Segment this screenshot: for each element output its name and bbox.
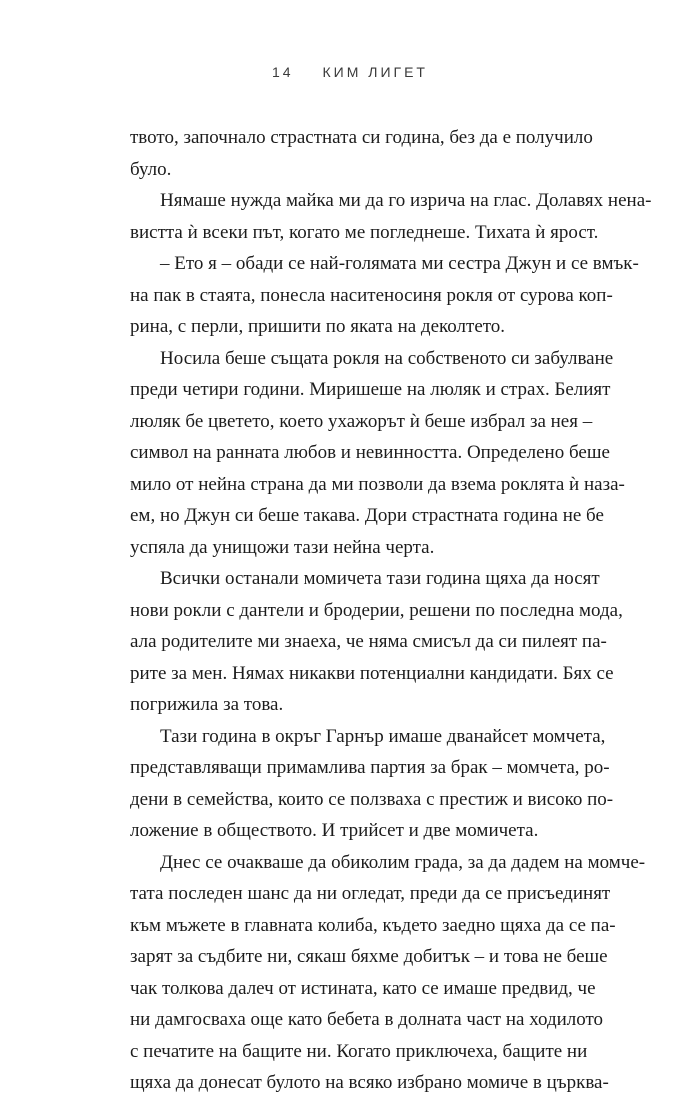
text-line: рина, с перли, пришити по яката на деколтето. [130, 316, 506, 337]
author-name: КИМ ЛИГЕТ [322, 64, 428, 80]
running-head [0, 64, 700, 80]
body-text [130, 122, 652, 1099]
text-line: Нямаше нужда майка ми да го изрича на глас. Долавях нена- [160, 190, 652, 211]
text-line: люляк бе цветето, което ухажорът ѝ беше избрал за нея – [130, 410, 593, 432]
text-line: Всички останали момичета тази година щяха да носят [160, 568, 600, 589]
text-line: на пак в стаята, понесла наситеносиня рокля от сурова коп- [130, 284, 613, 306]
text-line: Носила беше същата рокля на собственото си забулване [160, 347, 614, 369]
text-line: мило от нейна страна да ми позволи да взема роклята ѝ наза- [130, 473, 625, 495]
text-line: към мъжете в главната колиба, където заедно щяха да се па- [130, 914, 616, 936]
text-line: вистта ѝ всеки път, когато ме погледнеше. Тихата ѝ ярост. [130, 221, 599, 243]
text-line: було. [130, 158, 172, 180]
text-line: дени в семейства, които се ползваха с престиж и високо по- [130, 788, 614, 810]
text-line: успяла да унищожи тази нейна черта. [130, 536, 435, 558]
text-line: твото, започнало страстната си година, без да е получило [130, 127, 593, 148]
text-line: чак толкова далеч от истината, като се имаше предвид, че [130, 977, 596, 999]
text-line: ем, но Джун си беше такава. Дори страстната година не бе [130, 505, 604, 526]
text-line: нови рокли с дантели и бродерии, решени по последна мода, [130, 599, 623, 621]
text-line: преди четири години. Миришеше на люляк и страх. Белият [130, 379, 611, 400]
text-line: щяха да донесат булото на всяко избрано момиче в църква- [130, 1072, 609, 1093]
text-line: рите за мен. Нямах никакви потенциални кандидати. Бях се [130, 662, 614, 684]
text-line: представляващи примамлива партия за брак – момчета, ро- [130, 757, 610, 778]
text-line: ала родителите ми знаеха, че няма смисъл да си пилеят па- [130, 631, 607, 652]
text-line: Днес се очакваше да обиколим града, за да дадем на момче- [160, 851, 646, 873]
text-line: Тази година в окръг Гарнър имаше дванайсет момчета, [160, 725, 606, 747]
text-line: погрижила за това. [130, 694, 284, 715]
page-number: 14 [272, 64, 294, 80]
text-line: ложение в обществото. И трийсет и две момичета. [130, 820, 539, 841]
text-line: ни дамгосваха още като бебета в долната част на ходилото [130, 1009, 604, 1030]
text-line: зарят за съдбите ни, сякаш бяхме добитък – и това не беше [130, 946, 608, 967]
text-line: тата последен шанс да ни огледат, преди да се присъединят [130, 883, 611, 904]
text-line: – Ето я – обади се най-голямата ми сестра Джун и се вмък- [160, 253, 639, 274]
text-line: символ на ранната любов и невинността. Определено беше [130, 442, 610, 463]
text-line: с печатите на бащите ни. Когато приключеха, бащите ни [130, 1040, 588, 1062]
